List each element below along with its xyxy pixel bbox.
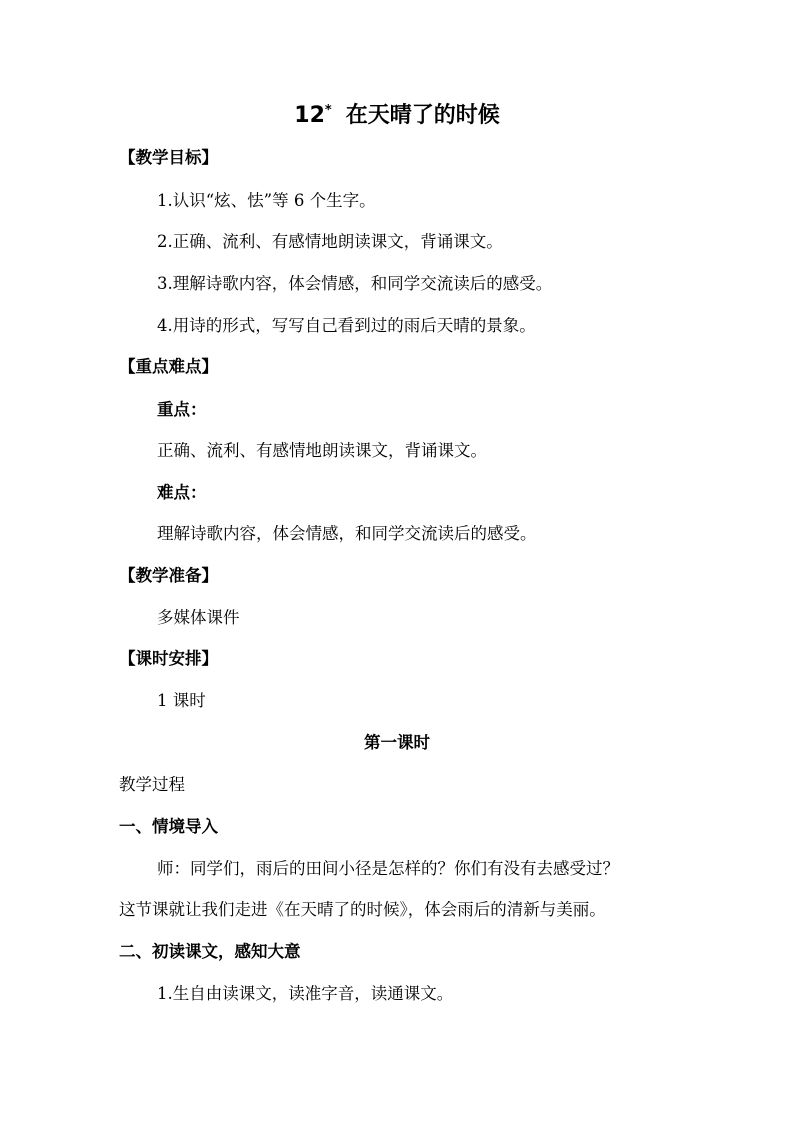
schedule-text: 1 课时 [157,691,206,710]
key-points-heading: 【重点难点】 [119,357,218,376]
schedule-heading: 【课时安排】 [119,649,218,668]
step1-line2: 这节课就让我们走进《在天晴了的时候》，体会雨后的清新与美丽。 [119,900,606,919]
step2-line1: 1.生自由读课文，读准字音，读通课文。 [157,984,454,1003]
difficult-label: 难点： [157,483,207,502]
process-label: 教学过程 [119,775,185,794]
preparation-text: 多媒体课件 [157,608,240,627]
key-text: 正确、流利、有感情地朗读课文，背诵课文。 [157,441,487,460]
key-label: 重点： [157,400,207,419]
difficult-text: 理解诗歌内容，体会情感，和同学交流读后的感受。 [157,524,537,543]
title-number: 12 [294,103,325,128]
objective-item-2: 2.正确、流利、有感情地朗读课文，背诵课文。 [157,232,503,251]
step1-heading: 一、情境导入 [119,817,218,836]
title-asterisk: * [324,102,332,118]
step2-heading: 二、初读课文，感知大意 [119,942,301,961]
objective-item-4: 4.用诗的形式，写写自己看到过的雨后天晴的景象。 [157,316,536,335]
step1-line1: 师：同学们，雨后的田间小径是怎样的？你们有没有去感受过？ [157,859,619,878]
objective-item-1: 1.认识“炫、怯”等 6 个生字。 [157,191,376,210]
title-text: 在天晴了的时候 [345,103,500,128]
objective-item-3: 3.理解诗歌内容，体会情感，和同学交流读后的感受。 [157,274,553,293]
objectives-heading: 【教学目标】 [119,148,218,167]
document-title [0,101,794,131]
lesson-title: 第一课时 [364,733,430,752]
preparation-heading: 【教学准备】 [119,566,218,585]
